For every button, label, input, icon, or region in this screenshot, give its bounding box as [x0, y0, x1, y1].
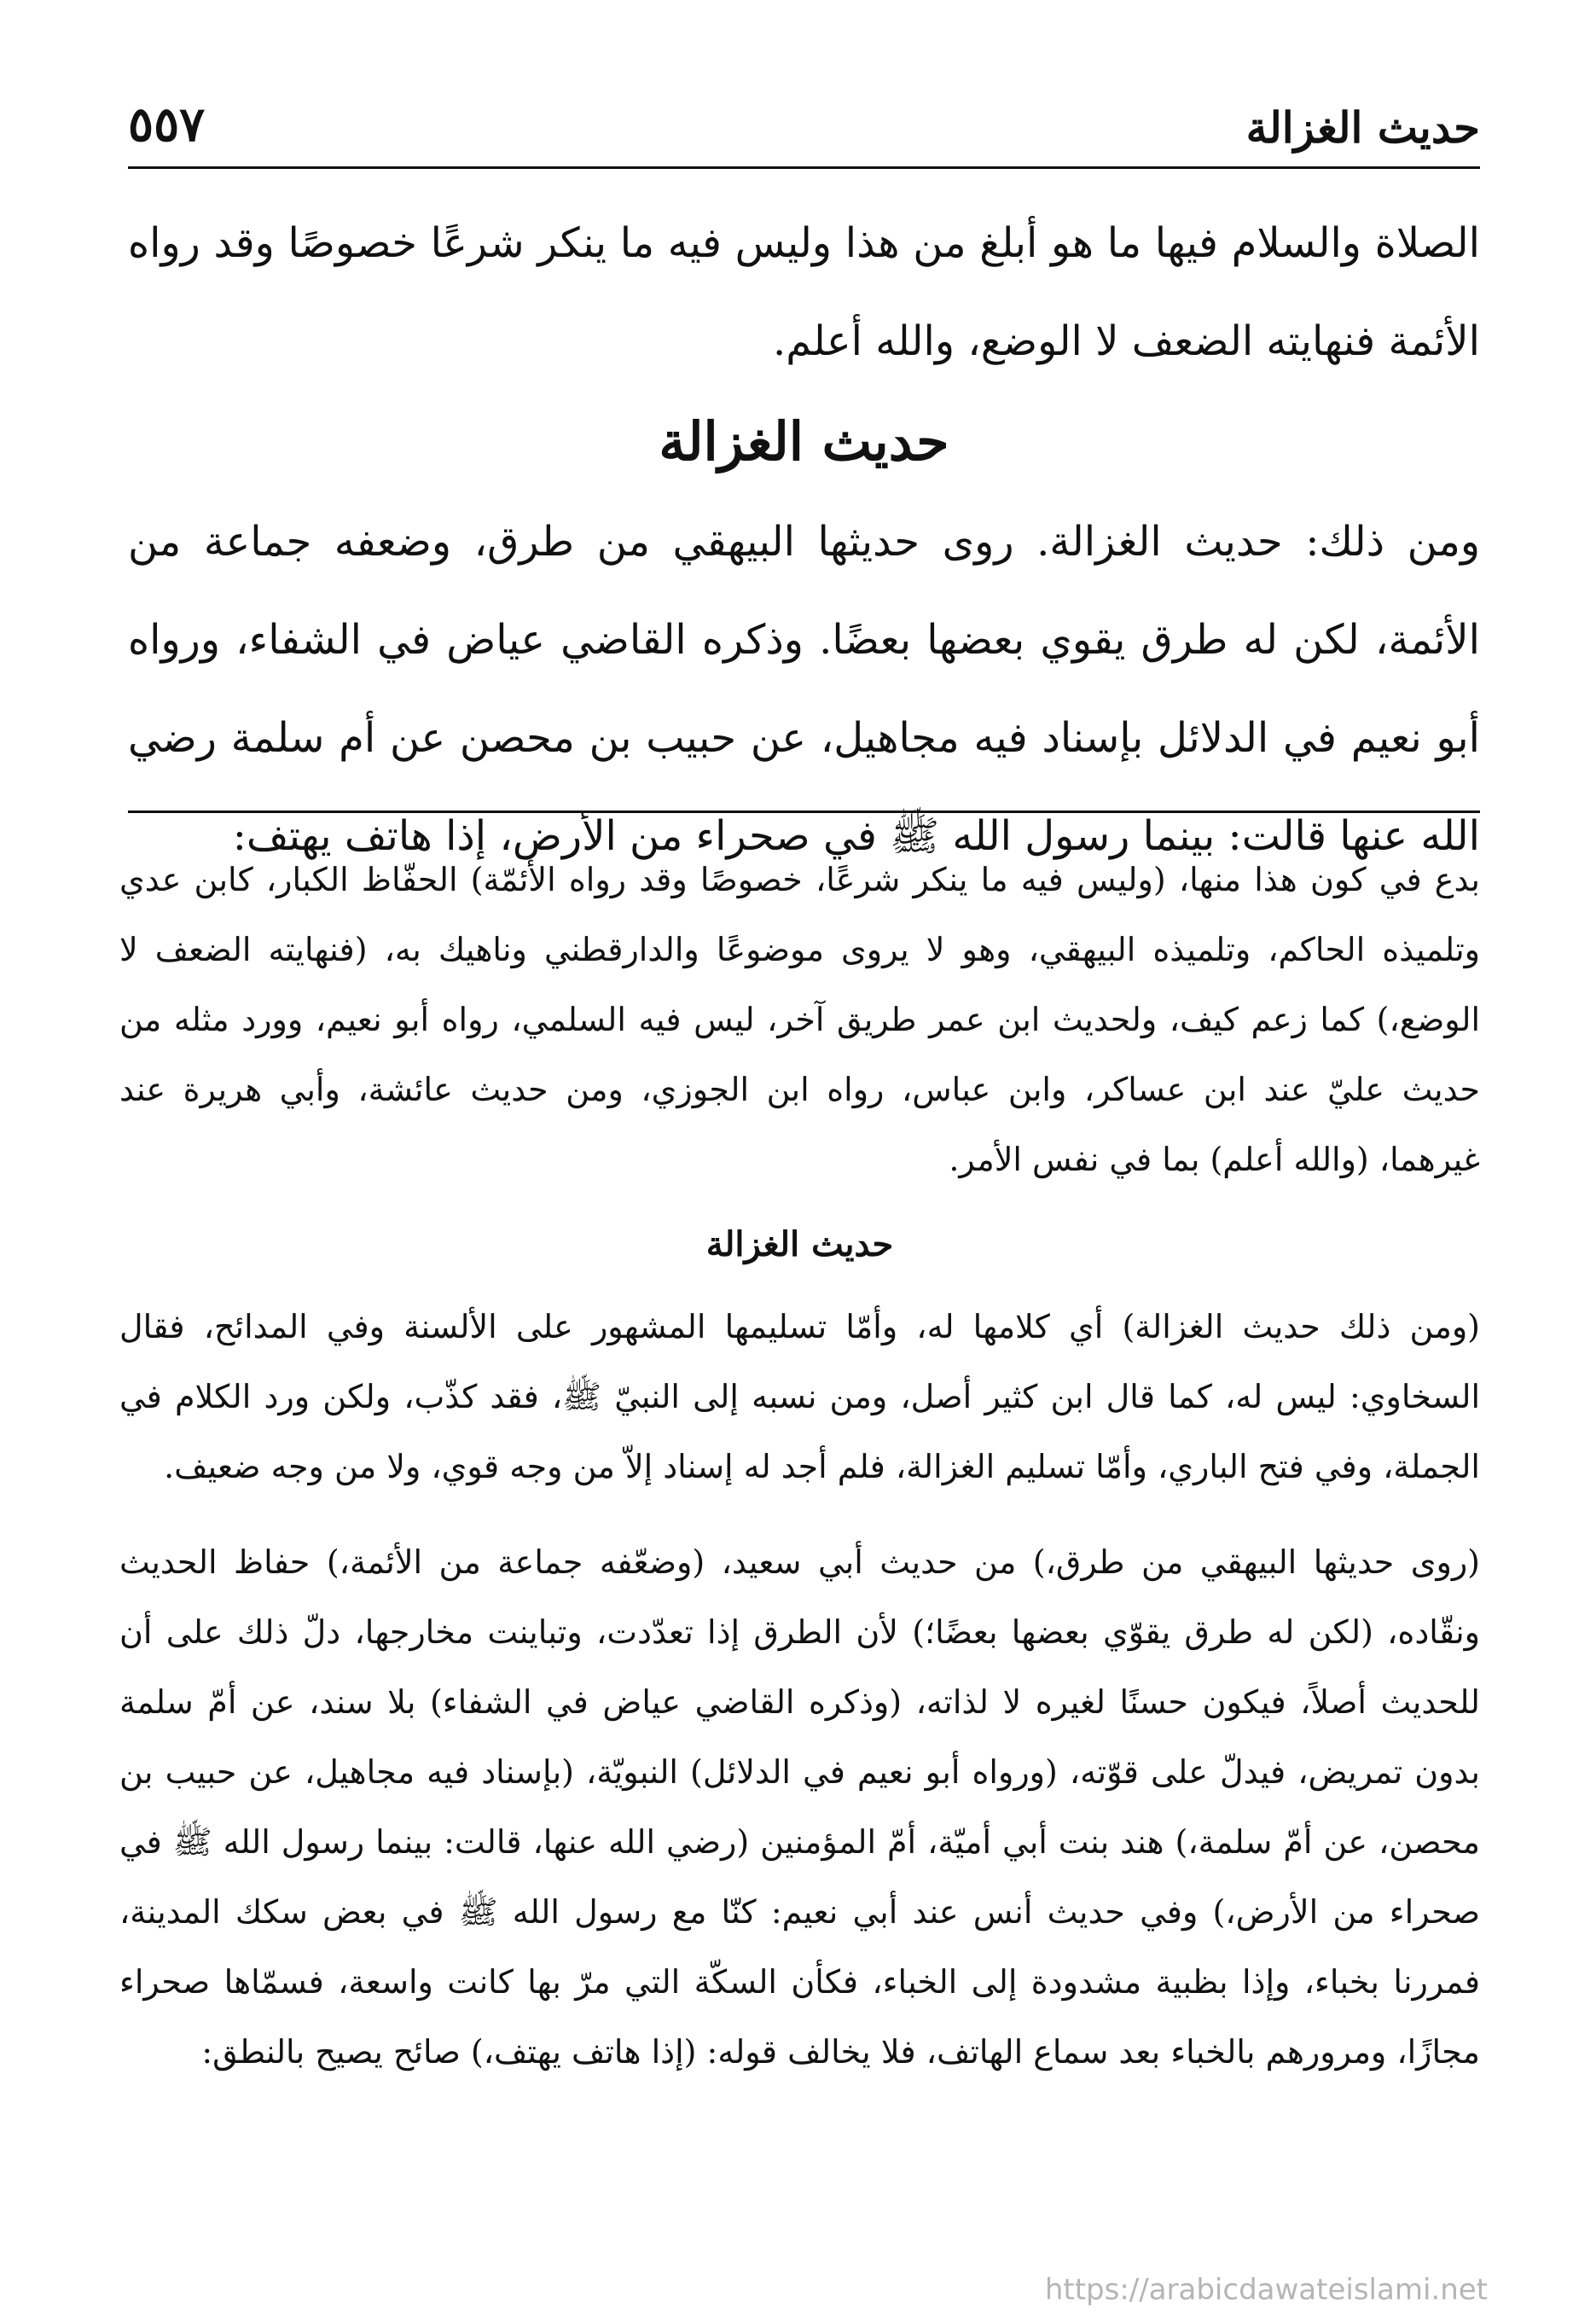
section-title: حديث الغزالة: [659, 410, 949, 473]
main-text: [128, 195, 1480, 886]
main-paragraph-2: ومن ذلك: حديث الغزالة. روى حديثها البيهقي من طرق، وضعفه جماعة من الأئمة، لكن له طرق يقوي بعضها بعضًا. وذكره القاضي عياض في الشفاء، ورواه أبو نعيم في الدلائل بإسناد فيه مجاهيل، عن حبيب بن محصن عن أم سلمة رضي الله عنها قالت: بينما رسول الله ﷺ في صحراء من الأرض، إذا هاتف يهتف:: [128, 518, 1481, 860]
commentary-divider: [128, 810, 1480, 813]
main-paragraph-1: الصلاة والسلام فيها ما هو أبلغ من هذا وليس فيه ما ينكر شرعًا خصوصًا وقد رواه الأئمة فنهايته الضعف لا الوضع، والله أعلم.: [128, 219, 1480, 365]
commentary-paragraph-1: بدع في كون هذا منها، (وليس فيه ما ينكر شرعًا، خصوصًا وقد رواه الأئمّة) الحفّاظ الكبار، كابن عدي وتلميذه الحاكم، وتلميذه البيهقي، وهو لا يروى موضوعًا والدارقطني وناهيك به، (فنهايته الضعف لا الوضع،) كما زعم كيف، ولحديث ابن عمر طريق آخر، ليس فيه السلمي، رواه أبو نعيم، وورد مثله من حديث عليّ عند ابن عساكر، وابن عباس، رواه ابن الجوزي، ومن حديث عائشة، وأبي هريرة عند غيرهما، (والله أعلم) بما في نفس الأمر.: [119, 861, 1480, 1178]
commentary-paragraph-2: (ومن ذلك حديث الغزالة) أي كلامها له، وأمّا تسليمها المشهور على الألسنة وفي المدائح، فقال السخاوي: ليس له، كما قال ابن كثير أصل، ومن نسبه إلى النبيّ ﷺ، فقد كذّب، ولكن ورد الكلام في الجملة، وفي فتح الباري، وأمّا تسليم الغزالة، فلم أجد له إسناد إلاّ من وجه قوي، ولا من وجه ضعيف.: [119, 1308, 1480, 1485]
running-title: حديث الغزالة: [1245, 102, 1480, 153]
commentary-paragraph-3: (روى حديثها البيهقي من طرق،) من حديث أبي سعيد، (وضعّفه جماعة من الأئمة،) حفاظ الحديث ونقّاده، (لكن له طرق يقوّي بعضها بعضًا؛) لأن الطرق إذا تعدّدت، وتباينت مخارجها، دلّ ذلك على أن للحديث أصلاً، فيكون حسنًا لغيره لا لذاته، (وذكره القاضي عياض في الشفاء) بلا سند، عن أمّ سلمة بدون تمريض، فيدلّ على قوّته، (ورواه أبو نعيم في الدلائل) النبويّة، (بإسناد فيه مجاهيل، عن حبيب بن محصن، عن أمّ سلمة،) هند بنت أبي أميّة، أمّ المؤمنين (رضي الله عنها، قالت: بينما رسول الله ﷺ في صحراء من الأرض،) وفي حديث أنس عند أبي نعيم: كنّا مع رسول الله ﷺ في بعض سكك المدينة، فمررنا بخباء، وإذا بظبية مشدودة إلى الخباء، فكأن السكّة التي مرّ بها كانت واسعة، فسمّاها صحراء مجازًا، ومرورهم بالخباء بعد سماع الهاتف، فلا يخالف قوله: (إذا هاتف يهتف،) صائح يصيح بالنطق:: [119, 1543, 1480, 2071]
commentary-section-title: حديث الغزالة: [705, 1224, 894, 1264]
watermark-url: https://arabicdawateislami.net: [1044, 2273, 1488, 2307]
page-header: [128, 81, 1480, 169]
page-number: ٥٥٧: [128, 96, 206, 153]
commentary-text: [119, 845, 1480, 2087]
